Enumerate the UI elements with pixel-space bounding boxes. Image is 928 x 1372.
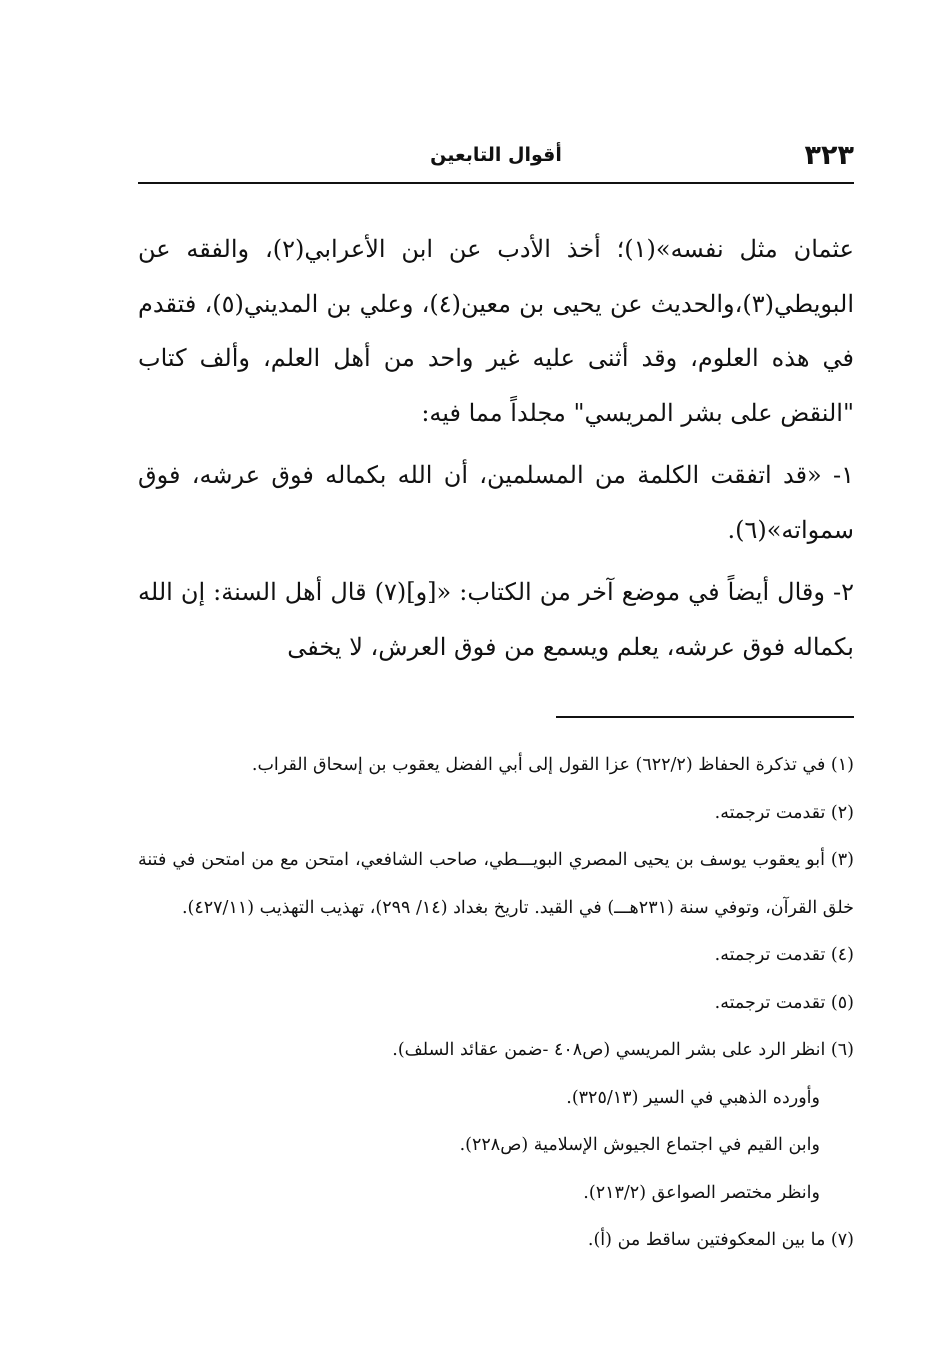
footnote-6-line: وأورده الذهبي في السير (٣٢٥/١٣). xyxy=(566,1087,820,1108)
header-rule xyxy=(138,182,854,184)
footnote-6-line: وابن القيم في اجتماع الجيوش الإسلامية (ص٢٢٨). xyxy=(459,1135,820,1155)
footnote-7: (٧) ما بين المعكوفتين ساقط من (أ). xyxy=(587,1230,854,1250)
footnote-6-line: وانظر مختصر الصواعق (٢١٣/٢). xyxy=(583,1182,820,1203)
footnote-3: (٣) أبو يعقوب يوسف بن يحيى المصري البويـــطي، صاحب الشافعي، امتحن مع من امتحن في فتنة خلق القرآن، وتوفي سنة (٢٣١هـــ) في القيد. تاريخ بغداد (١٤/ ٢٩٩)، تهذيب التهذيب (٤٢٧/١١). xyxy=(138,850,854,918)
footnote-6: (٦) انظر الرد على بشر المريسي (ص٤٠٨ -ضمن عقائد السلف). xyxy=(392,1040,854,1060)
page-header xyxy=(138,138,854,184)
main-text xyxy=(138,222,854,682)
body-paragraph: ١- «قد اتفقت الكلمة من المسلمين، أن الله بكماله فوق عرشه، فوق سمواته»(٦). xyxy=(138,461,854,544)
footnote-5: (٥) تقدمت ترجمته. xyxy=(714,992,854,1013)
footnotes xyxy=(138,742,854,1265)
running-title: أقوال التابعين xyxy=(430,144,562,166)
body-paragraph: ٢- وقال أيضاً في موضع آخر من الكتاب: «[و](٧) قال أهل السنة: إن الله بكماله فوق عرشه، يعلم ويسمع من فوق العرش، لا يخفى xyxy=(138,578,855,661)
footnote-2: (٢) تقدمت ترجمته. xyxy=(714,802,854,823)
footnote-separator xyxy=(556,716,854,718)
footnote-4: (٤) تقدمت ترجمته. xyxy=(714,945,854,965)
body-paragraph: عثمان مثل نفسه»(١)؛ أخذ الأدب عن ابن الأعرابي(٢)، والفقه عن البويطي(٣)،والحديث عن يحيى بن معين(٤)، وعلي بن المديني(٥)، فتقدم في هذه العلوم، وقد أثنى عليه غير واحد من أهل العلم، وألف كتاب "النقض على بشر المريسي" مجلداً مما فيه: xyxy=(138,235,854,427)
footnote-1: (١) في تذكرة الحفاظ (٦٢٢/٢) عزا القول إلى أبي الفضل يعقوب بن إسحاق القراب. xyxy=(251,755,854,775)
page-number: ٣٢٣ xyxy=(804,140,854,171)
